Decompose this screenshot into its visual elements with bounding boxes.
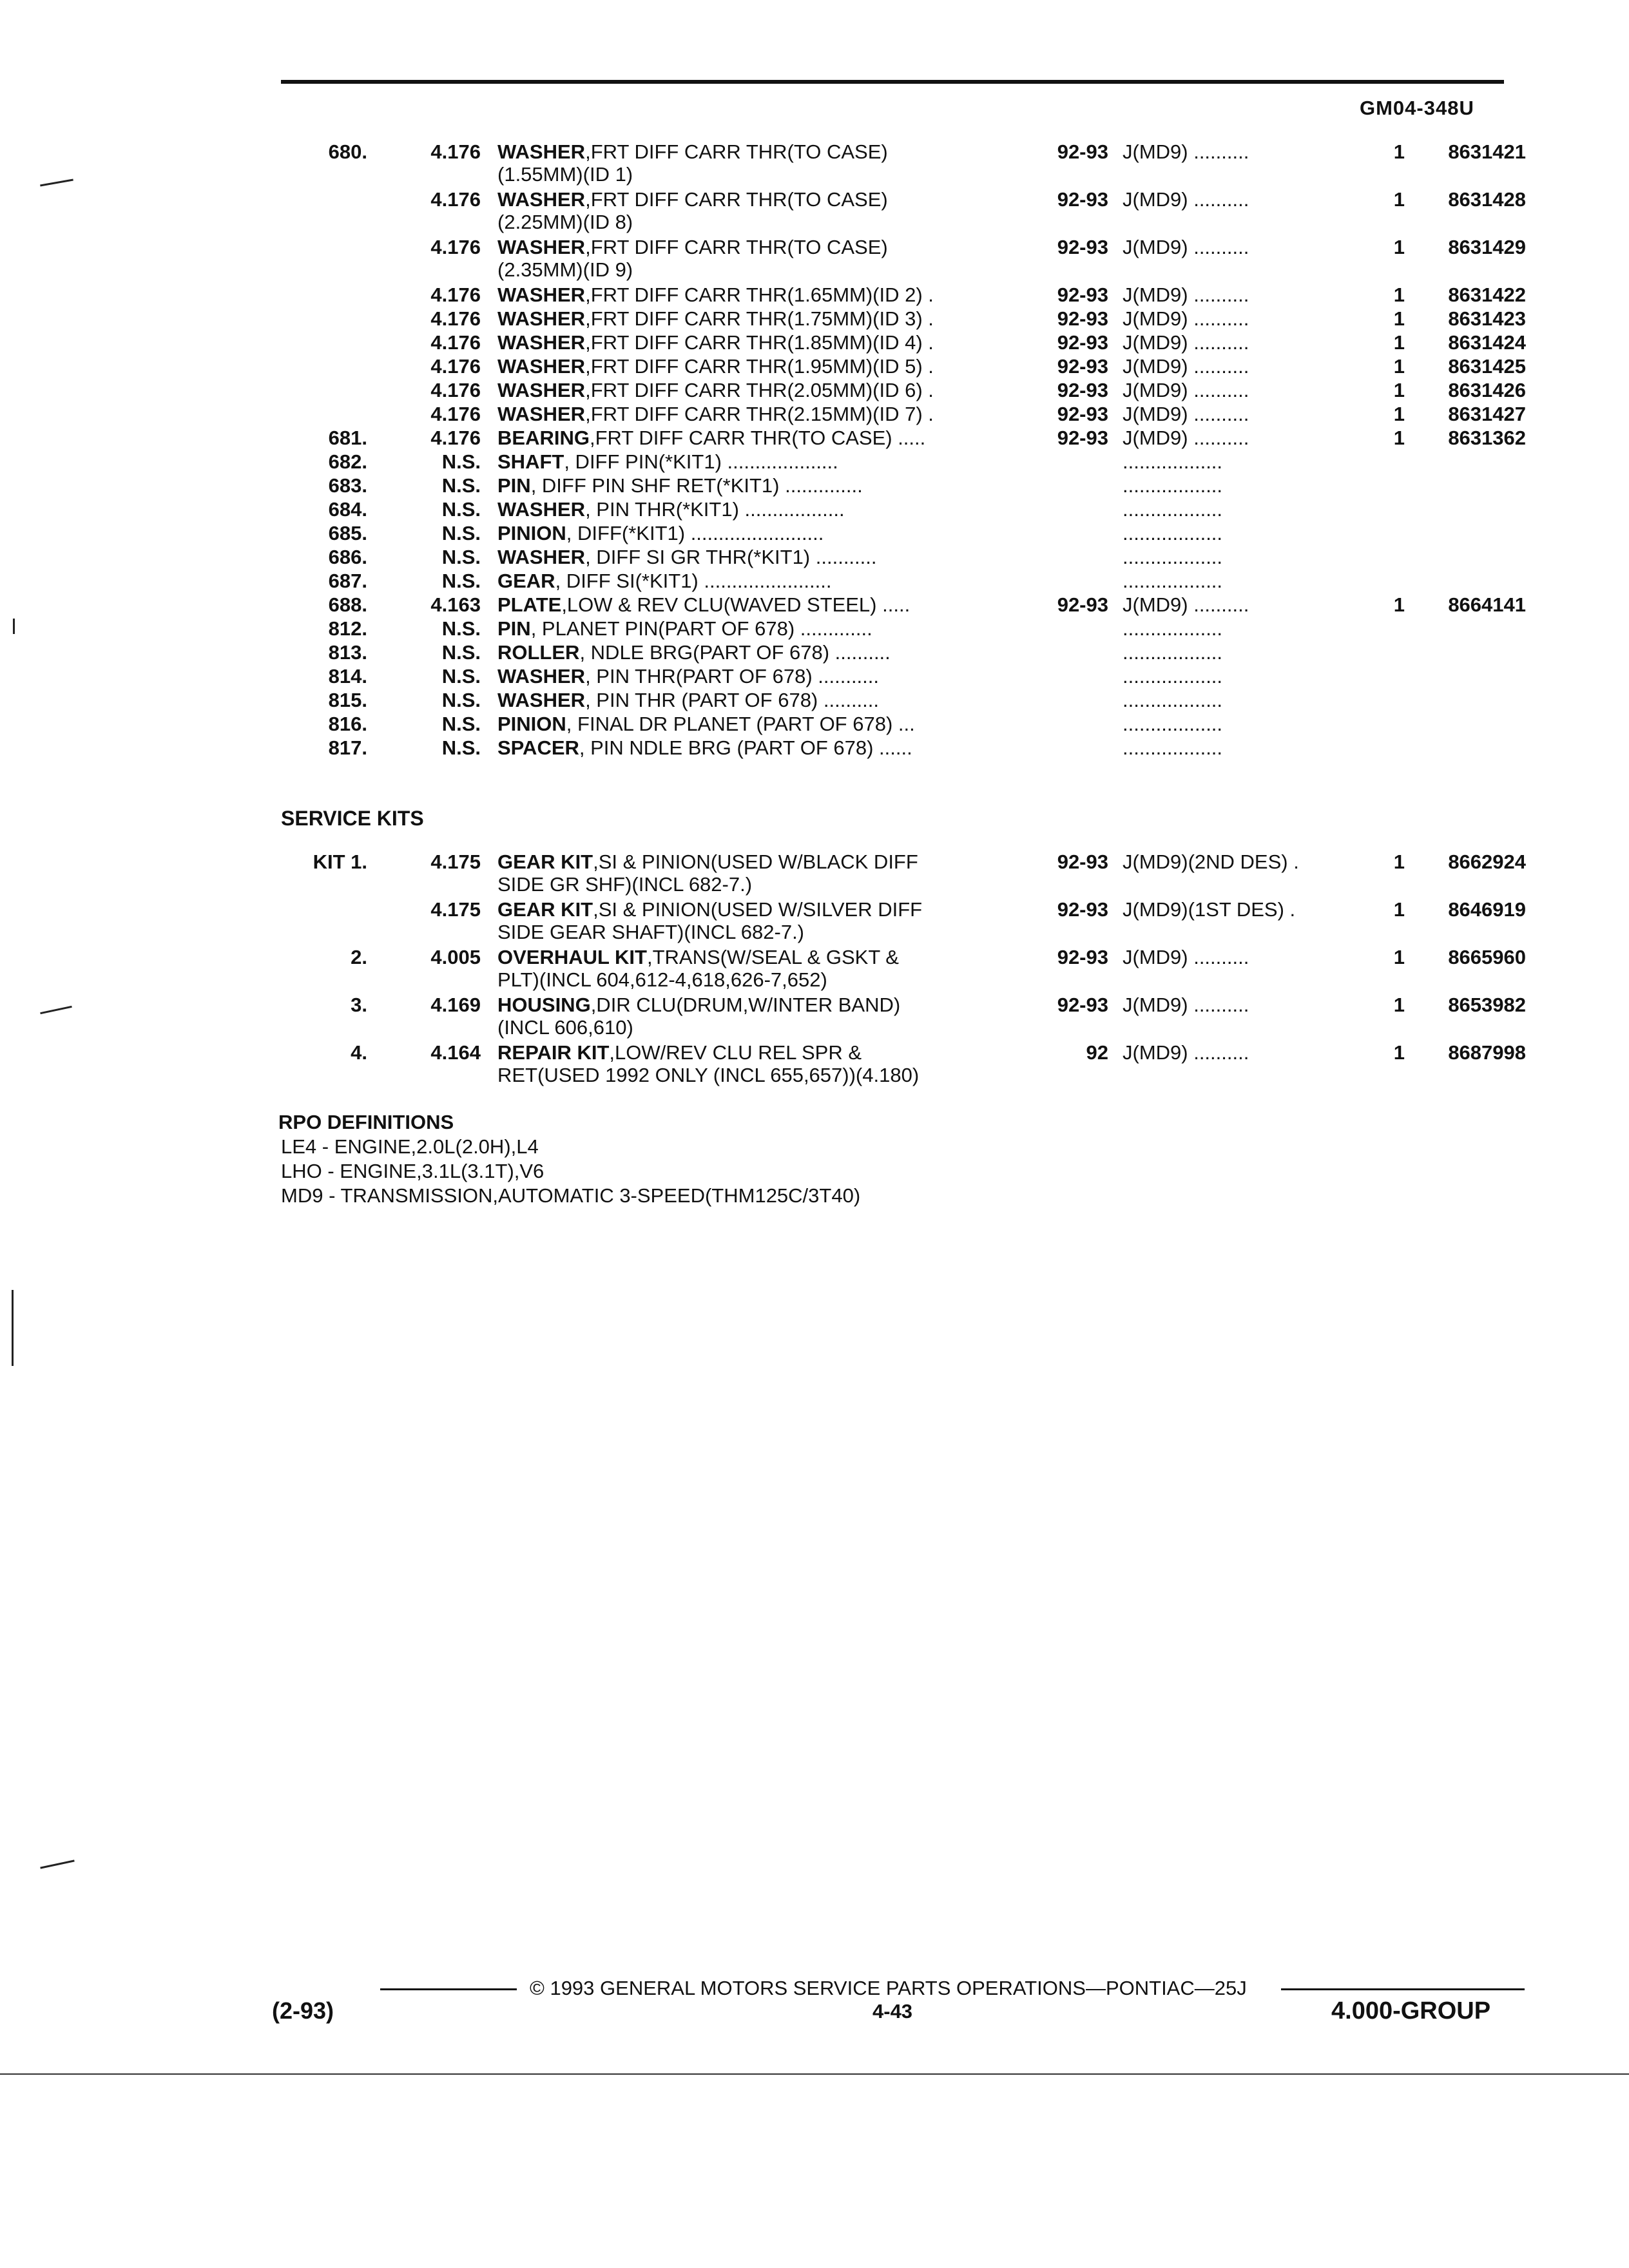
part-row [0, 498, 1629, 524]
kit-row [0, 946, 1629, 972]
part-number: 8631362 [1448, 427, 1526, 449]
part-description [497, 427, 1032, 450]
part-row [0, 641, 1629, 667]
part-row [0, 379, 1629, 405]
part-name: WASHER [497, 403, 586, 425]
footer-date: (2-93) [272, 1997, 334, 2024]
illustration-ref: N.S. [441, 665, 481, 687]
model-years: 92-93 [1057, 236, 1108, 258]
model-years: 92-93 [1057, 898, 1108, 921]
part-detail: , PIN THR(PART OF 678) [585, 665, 813, 687]
item-number: 4. [351, 1041, 367, 1064]
part-detail: , PIN NDLE BRG (PART OF 678) [579, 736, 874, 759]
part-number: 8664141 [1448, 593, 1526, 616]
part-row [0, 403, 1629, 428]
part-row [0, 713, 1629, 738]
part-name: SHAFT [497, 450, 564, 473]
part-number: 8631428 [1448, 188, 1526, 211]
part-row [0, 522, 1629, 548]
model-years: 92-93 [1057, 140, 1108, 163]
part-row [0, 570, 1629, 595]
item-number: 680. [328, 140, 367, 163]
part-description [497, 307, 1032, 331]
part-description [497, 994, 1032, 1017]
illustration-ref: 4.176 [430, 307, 481, 330]
part-detail: ,SI & PINION(USED W/BLACK DIFF [593, 850, 918, 873]
part-description [497, 665, 1032, 688]
rpo-heading: RPO DEFINITIONS [278, 1111, 454, 1133]
leader-dots: .......... [829, 641, 891, 664]
part-detail: ,FRT DIFF CARR THR(2.15MM)(ID 7) [585, 403, 923, 425]
part-name: WASHER [497, 140, 586, 163]
part-number: 8631424 [1448, 331, 1526, 354]
model-usage: .................. [1123, 450, 1223, 473]
scan-mark [12, 1290, 14, 1366]
part-detail: ,LOW & REV CLU(WAVED STEEL) [561, 593, 877, 616]
part-name: WASHER [497, 236, 586, 258]
part-description [497, 898, 1032, 921]
part-detail: ,FRT DIFF CARR THR(TO CASE) [585, 188, 888, 211]
part-name: OVERHAUL KIT [497, 946, 647, 968]
model-usage: J(MD9) .......... [1123, 140, 1249, 163]
illustration-ref: N.S. [441, 546, 481, 568]
model-years: 92-93 [1057, 593, 1108, 616]
part-row [0, 593, 1629, 619]
quantity: 1 [1393, 236, 1405, 258]
item-number: 815. [328, 689, 367, 711]
kit-row [0, 1041, 1629, 1067]
quantity: 1 [1393, 403, 1405, 425]
model-usage: J(MD9) .......... [1123, 946, 1249, 968]
part-detail: ,FRT DIFF CARR THR(1.75MM)(ID 3) [585, 307, 923, 330]
illustration-ref: 4.176 [430, 403, 481, 425]
item-number: 814. [328, 665, 367, 687]
model-years: 92-93 [1057, 379, 1108, 401]
part-description [497, 522, 1032, 545]
model-usage: .................. [1123, 689, 1223, 711]
model-usage: J(MD9) .......... [1123, 188, 1249, 211]
model-usage: .................. [1123, 522, 1223, 544]
illustration-ref: 4.163 [430, 593, 481, 616]
model-years: 92-93 [1057, 331, 1108, 354]
leader-dots: ..... [892, 427, 926, 449]
part-name: PIN [497, 617, 531, 640]
part-name: WASHER [497, 665, 586, 687]
part-name: WASHER [497, 307, 586, 330]
part-row [0, 355, 1629, 381]
part-detail: ,LOW/REV CLU REL SPR & [609, 1041, 862, 1064]
quantity: 1 [1393, 994, 1405, 1016]
part-detail: ,FRT DIFF CARR THR(2.05MM)(ID 6) [585, 379, 923, 401]
footer-rule [1281, 1988, 1525, 1990]
leader-dots: . [922, 331, 934, 354]
part-row [0, 474, 1629, 500]
part-number: 8631426 [1448, 379, 1526, 401]
part-row [0, 665, 1629, 691]
illustration-ref: 4.175 [430, 898, 481, 921]
item-number: 3. [351, 994, 367, 1016]
footer-copyright: © 1993 GENERAL MOTORS SERVICE PARTS OPERATIONS—PONTIAC—25J [530, 1977, 1247, 1999]
part-name: GEAR KIT [497, 898, 593, 921]
part-description [497, 946, 1032, 969]
description-continuation: PLT)(INCL 604,612-4,618,626-7,652) [497, 968, 827, 991]
part-detail: , DIFF PIN SHF RET(*KIT1) [530, 474, 780, 497]
quantity: 1 [1393, 188, 1405, 211]
part-description [497, 236, 1032, 259]
part-detail: ,TRANS(W/SEAL & GSKT & [646, 946, 899, 968]
model-usage: .................. [1123, 474, 1223, 497]
part-description [497, 474, 1032, 497]
illustration-ref: 4.176 [430, 379, 481, 401]
illustration-ref: N.S. [441, 474, 481, 497]
part-row [0, 236, 1629, 262]
item-number: 687. [328, 570, 367, 592]
part-name: WASHER [497, 331, 586, 354]
model-years: 92-93 [1057, 994, 1108, 1016]
model-usage: .................. [1123, 617, 1223, 640]
part-description [497, 498, 1032, 521]
model-usage: J(MD9) .......... [1123, 355, 1249, 378]
illustration-ref: N.S. [441, 498, 481, 521]
leader-dots: ........... [812, 665, 880, 687]
leader-dots: .................... [721, 450, 838, 473]
part-detail: ,FRT DIFF CARR THR(TO CASE) [585, 236, 888, 258]
part-row [0, 307, 1629, 333]
quantity: 1 [1393, 379, 1405, 401]
leader-dots: ........................ [685, 522, 824, 544]
item-number: 688. [328, 593, 367, 616]
part-row [0, 427, 1629, 452]
part-description [497, 641, 1032, 664]
part-detail: , FINAL DR PLANET (PART OF 678) [566, 713, 893, 735]
description-continuation: (2.35MM)(ID 9) [497, 258, 633, 281]
part-description [497, 736, 1032, 760]
part-description [497, 593, 1032, 617]
group-label: 4.000-GROUP [1331, 1997, 1491, 2024]
part-number: 8631425 [1448, 355, 1526, 378]
part-name: WASHER [497, 284, 586, 306]
part-description [497, 284, 1032, 307]
model-usage: J(MD9) .......... [1123, 994, 1249, 1016]
illustration-ref: N.S. [441, 617, 481, 640]
quantity: 1 [1393, 355, 1405, 378]
illustration-ref: 4.176 [430, 427, 481, 449]
leader-dots: ........... [810, 546, 877, 568]
part-detail: , PIN THR(*KIT1) [585, 498, 739, 521]
illustration-ref: 4.169 [430, 994, 481, 1016]
part-description [497, 450, 1032, 474]
item-number: KIT 1. [313, 850, 367, 873]
description-continuation: (2.25MM)(ID 8) [497, 211, 633, 233]
quantity: 1 [1393, 140, 1405, 163]
part-number: 8631422 [1448, 284, 1526, 306]
kit-row [0, 850, 1629, 876]
part-detail: , DIFF PIN(*KIT1) [564, 450, 722, 473]
model-years: 92-93 [1057, 403, 1108, 425]
scan-mark [40, 1860, 74, 1869]
model-usage: J(MD9) .......... [1123, 427, 1249, 449]
part-number: 8653982 [1448, 994, 1526, 1016]
model-years: 92 [1086, 1041, 1108, 1064]
part-description [497, 355, 1032, 378]
part-name: PIN [497, 474, 531, 497]
part-name: GEAR [497, 570, 555, 592]
model-usage: .................. [1123, 665, 1223, 687]
model-usage: J(MD9) .......... [1123, 379, 1249, 401]
illustration-ref: 4.164 [430, 1041, 481, 1064]
part-name: WASHER [497, 379, 586, 401]
part-number: 8646919 [1448, 898, 1526, 921]
leader-dots: ....................... [698, 570, 832, 592]
model-usage: J(MD9) .......... [1123, 331, 1249, 354]
item-number: 816. [328, 713, 367, 735]
leader-dots: ............. [795, 617, 872, 640]
model-usage: J(MD9) .......... [1123, 307, 1249, 330]
model-usage: J(MD9)(1ST DES) . [1123, 898, 1296, 921]
description-continuation: (1.55MM)(ID 1) [497, 163, 633, 186]
model-years: 92-93 [1057, 284, 1108, 306]
part-detail: , DIFF SI GR THR(*KIT1) [585, 546, 811, 568]
part-number: 8662924 [1448, 850, 1526, 873]
model-usage: .................. [1123, 570, 1223, 592]
illustration-ref: 4.175 [430, 850, 481, 873]
illustration-ref: N.S. [441, 713, 481, 735]
part-row [0, 331, 1629, 357]
illustration-ref: 4.176 [430, 188, 481, 211]
description-continuation: (INCL 606,610) [497, 1016, 633, 1039]
quantity: 1 [1393, 331, 1405, 354]
part-detail: , NDLE BRG(PART OF 678) [579, 641, 830, 664]
part-name: WASHER [497, 546, 586, 568]
part-detail: , PIN THR (PART OF 678) [585, 689, 818, 711]
part-name: BEARING [497, 427, 590, 449]
part-detail: , DIFF SI(*KIT1) [555, 570, 699, 592]
illustration-ref: N.S. [441, 689, 481, 711]
model-usage: .................. [1123, 641, 1223, 664]
part-row [0, 284, 1629, 309]
leader-dots: ..... [876, 593, 911, 616]
item-number: 681. [328, 427, 367, 449]
model-usage: J(MD9) .......... [1123, 403, 1249, 425]
part-row [0, 617, 1629, 643]
part-name: WASHER [497, 355, 586, 378]
model-years: 92-93 [1057, 427, 1108, 449]
description-continuation: RET(USED 1992 ONLY (INCL 655,657))(4.180) [497, 1064, 920, 1086]
part-name: PINION [497, 522, 566, 544]
scan-mark [13, 619, 15, 634]
rpo-line: MD9 - TRANSMISSION,AUTOMATIC 3-SPEED(THM125C/3T40) [281, 1184, 861, 1207]
scan-edge-line [0, 2073, 1629, 2075]
part-row [0, 736, 1629, 762]
model-usage: .................. [1123, 498, 1223, 521]
footer-rule [380, 1988, 517, 1990]
leader-dots: .............. [779, 474, 863, 497]
quantity: 1 [1393, 850, 1405, 873]
illustration-ref: N.S. [441, 570, 481, 592]
leader-dots: . [922, 307, 934, 330]
part-description [497, 713, 1032, 736]
quantity: 1 [1393, 284, 1405, 306]
item-number: 2. [351, 946, 367, 968]
model-usage: .................. [1123, 546, 1223, 568]
model-usage: .................. [1123, 713, 1223, 735]
illustration-ref: 4.176 [430, 140, 481, 163]
model-usage: J(MD9) .......... [1123, 593, 1249, 616]
leader-dots: . [922, 403, 934, 425]
part-number: 8631423 [1448, 307, 1526, 330]
part-number: 8687998 [1448, 1041, 1526, 1064]
model-usage: J(MD9) .......... [1123, 284, 1249, 306]
document-id: GM04-348U [1360, 97, 1474, 119]
part-description [497, 1041, 1032, 1064]
illustration-ref: N.S. [441, 641, 481, 664]
leader-dots: ...... [873, 736, 912, 759]
leader-dots: ... [892, 713, 915, 735]
part-number: 8665960 [1448, 946, 1526, 968]
item-number: 683. [328, 474, 367, 497]
part-detail: ,FRT DIFF CARR THR(1.95MM)(ID 5) [585, 355, 923, 378]
leader-dots: .......... [818, 689, 880, 711]
part-detail: , PLANET PIN(PART OF 678) [530, 617, 795, 640]
part-row [0, 140, 1629, 166]
model-years: 92-93 [1057, 188, 1108, 211]
model-years: 92-93 [1057, 307, 1108, 330]
part-name: WASHER [497, 689, 586, 711]
part-description [497, 689, 1032, 712]
part-row [0, 689, 1629, 715]
illustration-ref: 4.176 [430, 331, 481, 354]
part-name: SPACER [497, 736, 579, 759]
description-continuation: SIDE GR SHF)(INCL 682-7.) [497, 873, 753, 896]
quantity: 1 [1393, 1041, 1405, 1064]
illustration-ref: N.S. [441, 450, 481, 473]
part-detail: ,FRT DIFF CARR THR(1.65MM)(ID 2) [585, 284, 923, 306]
model-usage: J(MD9) .......... [1123, 1041, 1249, 1064]
illustration-ref: N.S. [441, 522, 481, 544]
part-name: ROLLER [497, 641, 580, 664]
model-years: 92-93 [1057, 946, 1108, 968]
part-row [0, 188, 1629, 214]
illustration-ref: N.S. [441, 736, 481, 759]
part-name: HOUSING [497, 994, 591, 1016]
illustration-ref: 4.176 [430, 284, 481, 306]
part-description [497, 617, 1032, 640]
part-number: 8631421 [1448, 140, 1526, 163]
part-description [497, 140, 1032, 164]
quantity: 1 [1393, 427, 1405, 449]
part-detail: ,FRT DIFF CARR THR(1.85MM)(ID 4) [585, 331, 923, 354]
illustration-ref: 4.005 [430, 946, 481, 968]
item-number: 685. [328, 522, 367, 544]
part-detail: ,FRT DIFF CARR THR(TO CASE) [589, 427, 892, 449]
page-number: 4-43 [872, 2000, 913, 2023]
top-rule [281, 80, 1504, 84]
item-number: 812. [328, 617, 367, 640]
part-name: GEAR KIT [497, 850, 593, 873]
leader-dots: . [922, 379, 934, 401]
part-description [497, 570, 1032, 593]
part-name: PLATE [497, 593, 562, 616]
part-row [0, 450, 1629, 476]
part-description [497, 403, 1032, 426]
leader-dots: .................. [738, 498, 845, 521]
part-description [497, 331, 1032, 354]
part-description [497, 850, 1032, 874]
model-years: 92-93 [1057, 355, 1108, 378]
part-description [497, 188, 1032, 211]
item-number: 684. [328, 498, 367, 521]
part-detail: ,FRT DIFF CARR THR(TO CASE) [585, 140, 888, 163]
quantity: 1 [1393, 946, 1405, 968]
service-kits-heading: SERVICE KITS [281, 807, 424, 830]
model-usage: J(MD9) .......... [1123, 236, 1249, 258]
part-name: PINION [497, 713, 566, 735]
description-continuation: SIDE GEAR SHAFT)(INCL 682-7.) [497, 921, 805, 943]
item-number: 817. [328, 736, 367, 759]
scan-mark [40, 179, 73, 187]
model-years: 92-93 [1057, 850, 1108, 873]
model-usage: .................. [1123, 736, 1223, 759]
model-usage: J(MD9)(2ND DES) . [1123, 850, 1299, 873]
part-row [0, 546, 1629, 572]
illustration-ref: 4.176 [430, 355, 481, 378]
item-number: 686. [328, 546, 367, 568]
rpo-line: LE4 - ENGINE,2.0L(2.0H),L4 [281, 1135, 539, 1158]
rpo-line: LHO - ENGINE,3.1L(3.1T),V6 [281, 1160, 545, 1182]
part-description [497, 379, 1032, 402]
leader-dots: . [922, 355, 934, 378]
part-name: WASHER [497, 188, 586, 211]
item-number: 682. [328, 450, 367, 473]
quantity: 1 [1393, 898, 1405, 921]
part-detail: ,DIR CLU(DRUM,W/INTER BAND) [590, 994, 901, 1016]
item-number: 813. [328, 641, 367, 664]
part-detail: , DIFF(*KIT1) [566, 522, 686, 544]
part-detail: ,SI & PINION(USED W/SILVER DIFF [593, 898, 923, 921]
kit-row [0, 994, 1629, 1019]
part-number: 8631427 [1448, 403, 1526, 425]
leader-dots: . [922, 284, 934, 306]
quantity: 1 [1393, 593, 1405, 616]
quantity: 1 [1393, 307, 1405, 330]
part-number: 8631429 [1448, 236, 1526, 258]
part-description [497, 546, 1032, 569]
part-name: WASHER [497, 498, 586, 521]
kit-row [0, 898, 1629, 924]
part-name: REPAIR KIT [497, 1041, 610, 1064]
illustration-ref: 4.176 [430, 236, 481, 258]
